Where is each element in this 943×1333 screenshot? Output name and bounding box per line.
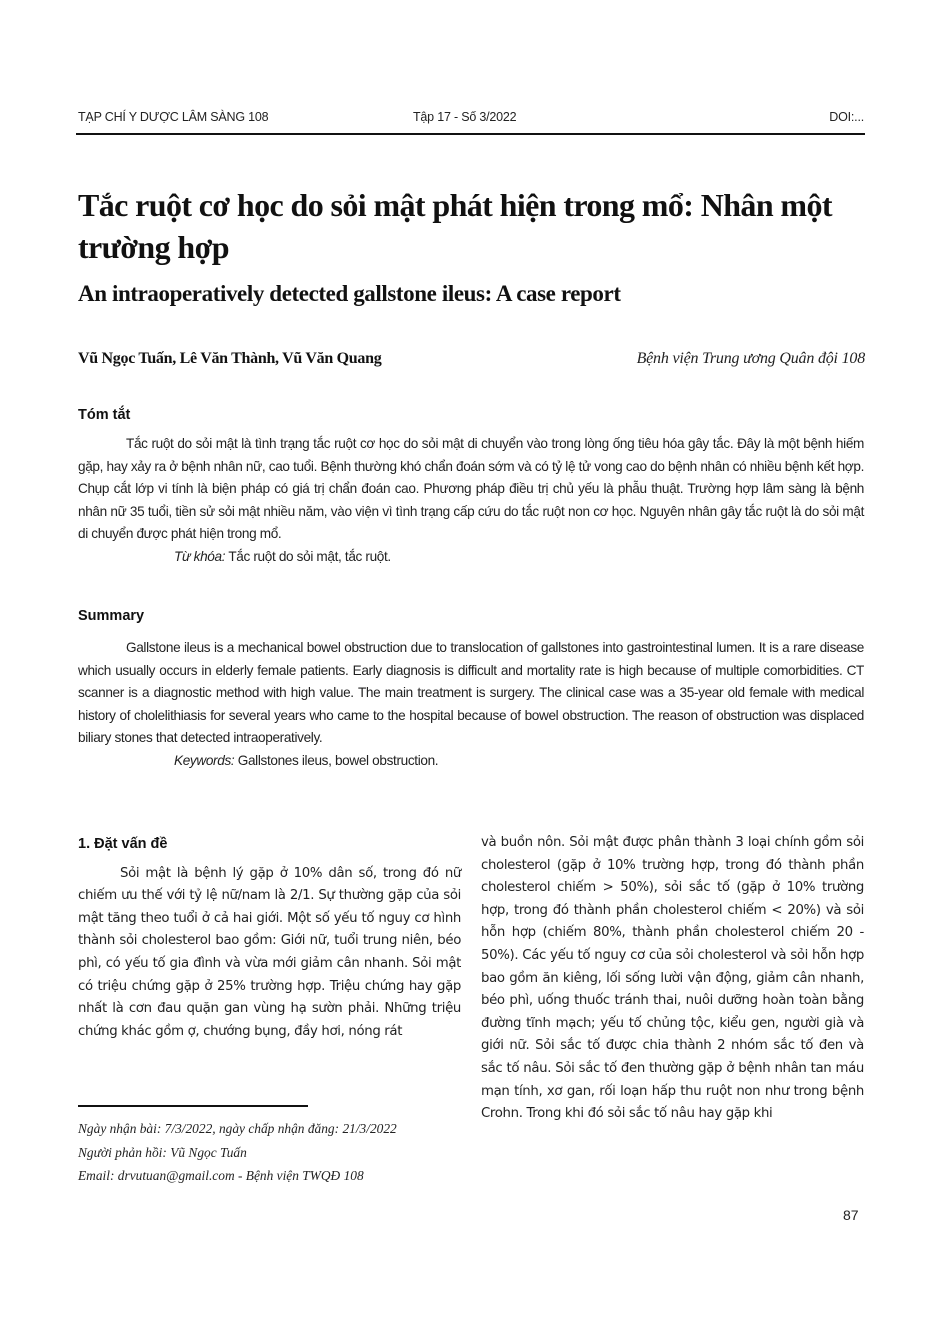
abstract-en-keywords (78, 750, 864, 773)
keywords-label: Từ khóa: (174, 548, 226, 564)
keywords-label: Keywords: (174, 752, 235, 768)
footnote-email: Email: drvutuan@gmail.com - Bệnh viện TWQĐ 108 (78, 1168, 364, 1183)
abstract-english (78, 637, 864, 773)
abstract-en-heading: Summary (78, 608, 145, 624)
journal-name: TẠP CHÍ Y DƯỢC LÂM SÀNG 108 (78, 110, 269, 124)
doi: DOI:... (829, 110, 864, 124)
issue-info: Tập 17 - Số 3/2022 (413, 110, 517, 124)
running-header (78, 110, 864, 130)
keywords-text: Gallstones ileus, bowel obstruction. (234, 752, 439, 768)
abstract-vi-body: Tắc ruột do sỏi mật là tình trạng tắc ruột cơ học do sỏi mật di chuyển vào trong lòng ống tiêu hóa gây tắc. Đây là một bệnh hiếm gặp, hay xảy ra ở bệnh nhân nữ, cao tuổi. Bệnh thường khó chẩn đoán sớm và có tỷ lệ tử vong cao do bệnh nhân có nhiều bệnh kết hợp. Chụp cắt lớp vi tính là biện pháp có giá trị chẩn đoán cao. Phương pháp điều trị chủ yếu là phẫu thuật. Trường hợp lâm sàng là bệnh nhân nữ 35 tuổi, tiền sử sỏi mật nhiều năm, vào viện vì tình trạng cấp cứu do tắc ruột non cơ học. Nguyên nhân gây tắc ruột là do sỏi mật di chuyển được phát hiện trong mổ. (78, 436, 864, 542)
body-paragraph: và buồn nôn. Sỏi mật được phân thành 3 loại chính gồm sỏi cholesterol (gặp ở 10% trường hợp, trong đó thành phần cholesterol chiếm > 50%), sỏi sắc tố (gặp ở 10% trường hợp, trong đó thành phần cholesterol chiếm < 20%) và sỏi hỗn hợp (chiếm 80%, thành phần cholesterol chiếm 20 - 50%). Các yếu tố nguy cơ của sỏi cholesterol và sỏi hỗn hợp bao gồm ăn kiêng, lối sống lười vận động, giảm cân nhanh, béo phì, uống thuốc tránh thai, nuôi dưỡng hoàn toàn bằng đường tĩnh mạch; yếu tố chủng tộc, kiểu gen, người già và giới nữ. Sỏi sắc tố được chia thành 2 nhóm sắc tố đen và sắc tố nâu. Sỏi sắc tố đen thường gặp ở bệnh nhân tan máu mạn tính, xơ gan, rối loạn hấp thu ruột non như trong bệnh Crohn. Trong khi đó sỏi sắc tố nâu hay gặp khi (481, 835, 864, 1122)
title-vietnamese: Tắc ruột cơ học do sỏi mật phát hiện trong mổ: Nhân một trường hợp (78, 187, 832, 265)
footnote-correspondent: Người phản hồi: Vũ Ngọc Tuấn (78, 1144, 247, 1160)
abstract-en-body: Gallstone ileus is a mechanical bowel obstruction due to translocation of gallstones into gastrointestinal lumen. It is a rare disease which usually occurs in elderly female patients. Early diagnosis is difficult and mortality rate is high because of multiple comorbidities. CT scanner is a diagnostic method with high value. The main treatment is surgery. The clinical case was a 35-year old female with medical history of cholelithiasis for several years who came to the hospital because of bowel obstruction. The reason of obstruction was displaced biliary stones that detected intraoperatively. (78, 640, 864, 746)
header-rule (76, 133, 865, 135)
section-heading: 1. Đặt vấn đề (78, 836, 168, 852)
affiliation: Bệnh viện Trung ương Quân đội 108 (636, 350, 865, 367)
footnote-rule (78, 1105, 308, 1107)
authors: Vũ Ngọc Tuấn, Lê Văn Thành, Vũ Văn Quang (78, 350, 382, 367)
right-column (481, 832, 864, 1126)
abstract-vi-keywords (78, 546, 864, 569)
footnotes (78, 1117, 478, 1188)
footnote-dates: Ngày nhận bài: 7/3/2022, ngày chấp nhận đăng: 21/3/2022 (78, 1121, 397, 1136)
title-english: An intraoperatively detected gallstone ileus: A case report (78, 281, 621, 306)
page-number: 87 (843, 1207, 859, 1223)
abstract-vi-heading: Tóm tắt (78, 407, 131, 423)
left-column (78, 833, 461, 1043)
keywords-text: Tắc ruột do sỏi mật, tắc ruột. (225, 548, 391, 564)
abstract-vietnamese (78, 433, 864, 569)
body-paragraph: Sỏi mật là bệnh lý gặp ở 10% dân số, trong đó nữ chiếm ưu thế với tỷ lệ nữ/nam là 2/1. Sự thường gặp của sỏi mật tăng theo tuổi ở cả hai giới. Một số yếu tố nguy cơ hình thành sỏi cholesterol bao gồm: Giới nữ, tuổi trung niên, béo phì, có yếu tố gia đình và vừa mới giảm cân nhanh. Sỏi mật có triệu chứng gặp ở 25% trường hợp. Triệu chứng hay gặp nhất là cơn đau quặn gan vùng hạ sườn phải. Những triệu chứng khác gồm ợ, chướng bụng, đầy hơi, nóng rát (78, 865, 461, 1039)
